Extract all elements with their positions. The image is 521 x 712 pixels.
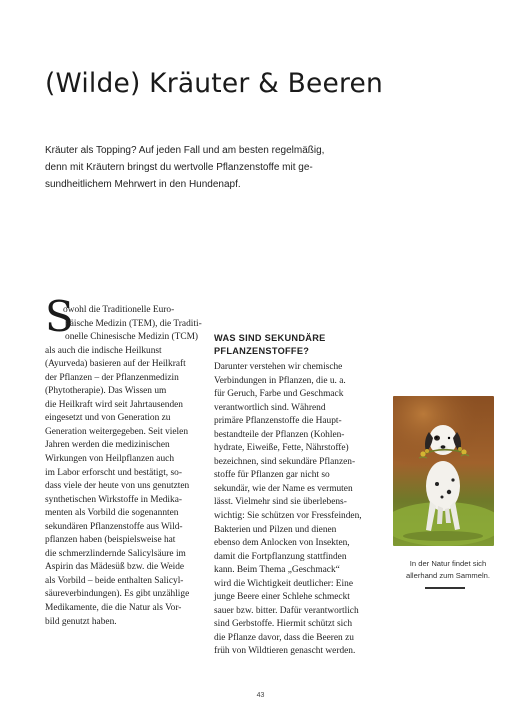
body-line: synthetischen Wirkstoffe in Medika- xyxy=(45,494,183,505)
body-line: bild genutzt haben. xyxy=(45,616,117,627)
intro-line: Kräuter als Topping? Auf jeden Fall und am besten regelmäßig, xyxy=(45,145,325,156)
body-line: verantwortlich sind. Während xyxy=(214,402,326,413)
body-line: Aspirin das Mädesüß bzw. die Weide xyxy=(45,562,185,573)
dog-photo xyxy=(393,396,494,546)
body-line: als auch die indische Heilkunst xyxy=(45,345,162,356)
body-line: pflanzen haben (beispielsweise hat xyxy=(45,535,176,546)
body-line: Bakterien und Pilzen und dienen xyxy=(214,524,337,535)
body-line: Wirkungen von Heilpflanzen auch xyxy=(45,454,175,465)
section-heading xyxy=(214,332,376,358)
body-line: owohl die Traditionelle Euro- xyxy=(63,305,175,315)
body-line: bestandteile der Pflanzen (Kohlen- xyxy=(214,429,345,440)
body-line: kann. Beim Thema „Geschmack“ xyxy=(214,565,340,576)
photo-caption xyxy=(393,558,503,581)
body-line: sauer bzw. bitter. Dafür verantwortlich xyxy=(214,605,359,616)
heading-line: PFLANZENSTOFFE? xyxy=(214,346,310,356)
intro-line: sundheitlichem Mehrwert in den Hundenapf. xyxy=(45,179,241,190)
page-title: (Wilde) Kräuter & Beeren xyxy=(45,68,383,99)
body-line: Darunter verstehen wir chemische xyxy=(214,362,343,372)
body-line: sind Gerbstoffe. Hiermit schützt sich xyxy=(214,619,353,630)
body-line: stoffe für Pflanzen gar nicht so xyxy=(214,470,330,481)
body-line: wird die Wichtigkeit deutlicher: Eine xyxy=(214,578,353,589)
middle-column-text xyxy=(214,304,376,659)
body-line: päische Medizin (TEM), die Traditi- xyxy=(65,318,202,329)
body-line: hydrate, Eiweiße, Fette, Nährstoffe) xyxy=(214,443,349,454)
body-line: für Geruch, Farbe und Geschmack xyxy=(214,389,344,400)
body-line: Medikamente, die die Natur als Vor- xyxy=(45,603,182,614)
body-line: die Heilkraft wird seit Jahrtausenden xyxy=(45,399,183,410)
body-line: sekundären Pflanzenstoffe aus Wild- xyxy=(45,521,183,532)
body-line: primäre Pflanzenstoffe die Haupt- xyxy=(214,416,342,427)
caption-line: allerhand zum Sammeln. xyxy=(406,570,490,580)
caption-line: In der Natur findet sich xyxy=(409,559,487,568)
intro-paragraph xyxy=(45,142,375,193)
body-line: Generation weitergegeben. Seit vielen xyxy=(45,426,189,437)
left-column-text xyxy=(45,304,200,629)
body-line: im Labor erforscht und bestätigt, so- xyxy=(45,467,182,478)
body-line: (Phytotherapie). Das Wissen um xyxy=(45,386,167,397)
body-line: menten als Vorbild die sogenannten xyxy=(45,508,179,519)
body-line: die schmerzlindernde Salicylsäure im xyxy=(45,548,186,559)
body-line: dass viele der heute von uns genutzten xyxy=(45,481,190,492)
intro-line: denn mit Kräutern bringst du wertvolle Pflanzenstoffe mit ge- xyxy=(45,162,313,173)
body-line: der Pflanzen – der Pflanzenmedizin xyxy=(45,372,179,383)
body-line: ebenso dem Anlocken von Insekten, xyxy=(214,538,350,549)
body-line: als Vorbild – beide enthalten Salicyl- xyxy=(45,575,184,586)
drop-cap: S xyxy=(45,292,74,341)
body-line: Jahren werden die medizinischen xyxy=(45,440,170,451)
body-line: die Pflanze davor, dass die Beeren zu xyxy=(214,632,354,643)
page-number: 43 xyxy=(256,692,265,699)
dog-photo-illustration xyxy=(393,396,494,546)
body-line: wichtig: Sie schützen vor Fressfeinden, xyxy=(214,511,362,522)
body-line: (Ayurveda) basieren auf der Heilkraft xyxy=(45,359,186,370)
body-line: onelle Chinesische Medizin (TCM) xyxy=(65,332,199,343)
caption-divider xyxy=(425,587,465,589)
body-line: junge Beere einer Schlehe schmeckt xyxy=(214,592,350,603)
body-line: damit die Fortpflanzung stattfinden xyxy=(214,551,347,562)
body-line: früh von Wildtieren genascht werden. xyxy=(214,646,356,657)
body-line: säureverbindungen). Es gibt unzählige xyxy=(45,589,190,600)
body-line: Verbindungen in Pflanzen, die u. a. xyxy=(214,375,346,386)
heading-line: WAS SIND SEKUNDÄRE xyxy=(214,333,326,343)
body-line: sekundär, wie der Name es vermuten xyxy=(214,483,353,494)
body-line: eingesetzt und von Generation zu xyxy=(45,413,171,424)
body-line: lässt. Vielmehr sind sie überlebens- xyxy=(214,497,347,508)
body-line: bezeichnen, sind sekundäre Pflanzen- xyxy=(214,456,356,467)
